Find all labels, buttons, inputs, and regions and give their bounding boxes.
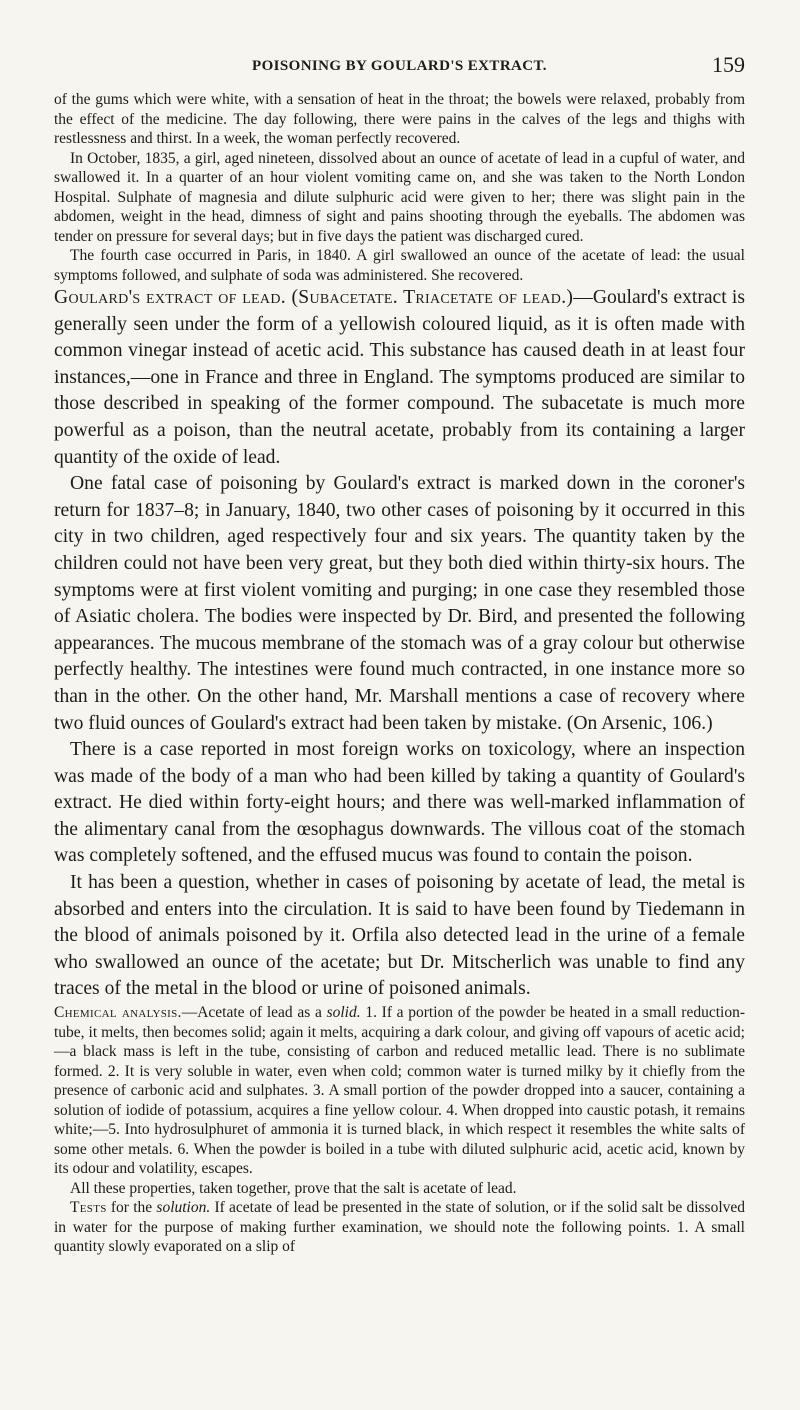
paragraph-conclusion: All these properties, taken together, prove that the salt is acetate of lead.	[70, 1179, 517, 1197]
paragraph-case-continued: of the gums which were white, with a sensation of heat in the throat; the bowels were relaxed, probably from the effect of the medicine. The day following, there were pains in the calves of the legs and thighs with restlessness and thirst. In a week, the woman perfectly recovered.	[54, 91, 745, 147]
section-heading-tests: Tests	[70, 1199, 107, 1217]
section-heading-chemical-analysis: Chemical analysis.	[54, 1004, 182, 1022]
page-number: 159	[712, 52, 745, 77]
tests-for: for the	[106, 1199, 157, 1217]
goulards-extract-text: —Goulard's extract is generally seen under the form of a yellowish coloured liquid, as it is often made with common vinegar instead of acetic acid. This substance has caused death in at least four instances,—one in France and three in England. The symptoms produced are similar to those described in speaking of the former compound. The subacetate is much more powerful as a poison, than the neutral acetate, probably from its containing a larger quantity of the oxide of lead.	[54, 287, 745, 468]
chemical-analysis-lead: —Acetate of lead as a	[181, 1004, 327, 1022]
paragraph-goulards-extract	[54, 285, 745, 471]
section-heading-goulards-extract: Goulard's extract of lead. (Subacetate. Triacetate of lead.)	[54, 287, 574, 308]
chemical-analysis-text: 1. If a portion of the powder be heated in a small reduction-tube, it melts, then becomes solid; again it melts, acquiring a dark colour, and giving off vapours of acetic acid;—a black mass is left in the tube, consisting of carbon and reduced metallic lead. There is no sublimate formed. 2. It is very soluble in water, even when cold; common water is turned milky by it chiefly from the presence of carbonic acid and sulphates. 3. A small portion of the powder dropped into a saucer, containing a solution of iodide of potassium, acquires a fine yellow colour. 4. When dropped into caustic potash, it remains white;—5. Into hydrosulphuret of ammonia it is turned black, in which respect it resembles the white salts of some other metals. 6. When the powder is boiled in a tube with diluted sulphuric acid, acetic acid, known by its odour and volatility, escapes.	[54, 1004, 745, 1178]
paragraph-absorption: It has been a question, whether in cases of poisoning by acetate of lead, the metal is absorbed and enters into the circulation. It is said to have been found by Tiedemann in the blood of animals poisoned by it. Orfila also detected lead in the urine of a female who swallowed an ounce of the acetate; but Dr. Mitscherlich was unable to find any traces of the metal in the blood or urine of poisoned animals.	[54, 872, 745, 1000]
chemical-analysis-solid: solid.	[326, 1004, 361, 1022]
paragraph-foreign-case: There is a case reported in most foreign works on toxicology, where an inspection was made of the body of a man who had been killed by taking a quantity of Goulard's extract. He died within forty-eight hours; and there was well-marked inflammation of the alimentary canal from the œsophagus downwards. The villous coat of the stomach was completely softened, and the effused mucus was found to contain the poison.	[54, 739, 745, 867]
paragraph-tests-solution	[54, 1198, 745, 1257]
running-head: POISONING BY GOULARD'S EXTRACT.	[252, 58, 547, 74]
paragraph-case-1835: In October, 1835, a girl, aged nineteen, dissolved about an ounce of acetate of lead in a cupful of water, and swallowed it. In a quarter of an hour violent vomiting came on, and she was taken to the North London Hospital. Sulphate of magnesia and dilute sulphuric acid were given to her; there was slight pain in the abdomen, weight in the head, dimness of sight and pains shooting through the eyeballs. The abdomen was tender on pressure for several days; but in five days the patient was discharged cured.	[54, 149, 745, 245]
page-header	[54, 52, 745, 80]
paragraph-fatal-cases: One fatal case of poisoning by Goulard's extract is marked down in the coroner's return for 1837–8; in January, 1840, two other cases of poisoning by it occurred in this city in two children, aged respectively four and six years. The quantity taken by the children could not have been very great, but they both died within thirty-six hours. The symptoms were at first violent vomiting and purging; in one case they resembled those of Asiatic cholera. The bodies were inspected by Dr. Bird, and presented the following appearances. The mucous membrane of the stomach was of a gray colour but otherwise perfectly healthy. The intestines were found much contracted, in one instance more so than in the other. On the other hand, Mr. Marshall mentions a case of recovery where two fluid ounces of Goulard's extract had been taken by mistake. (On Arsenic, 106.)	[54, 473, 745, 734]
tests-solution: solution.	[156, 1199, 211, 1217]
paragraph-case-paris: The fourth case occurred in Paris, in 1840. A girl swallowed an ounce of the acetate of lead: the usual symptoms followed, and sulphate of soda was administered. She recovered.	[54, 247, 745, 284]
paragraph-chemical-analysis	[54, 1003, 745, 1179]
tests-text: If acetate of lead be presented in the state of solution, or if the solid salt be dissolved in water for the purpose of making further examination, we should note the following points. 1. A small quantity slowly evaporated on a slip of	[54, 1199, 745, 1256]
